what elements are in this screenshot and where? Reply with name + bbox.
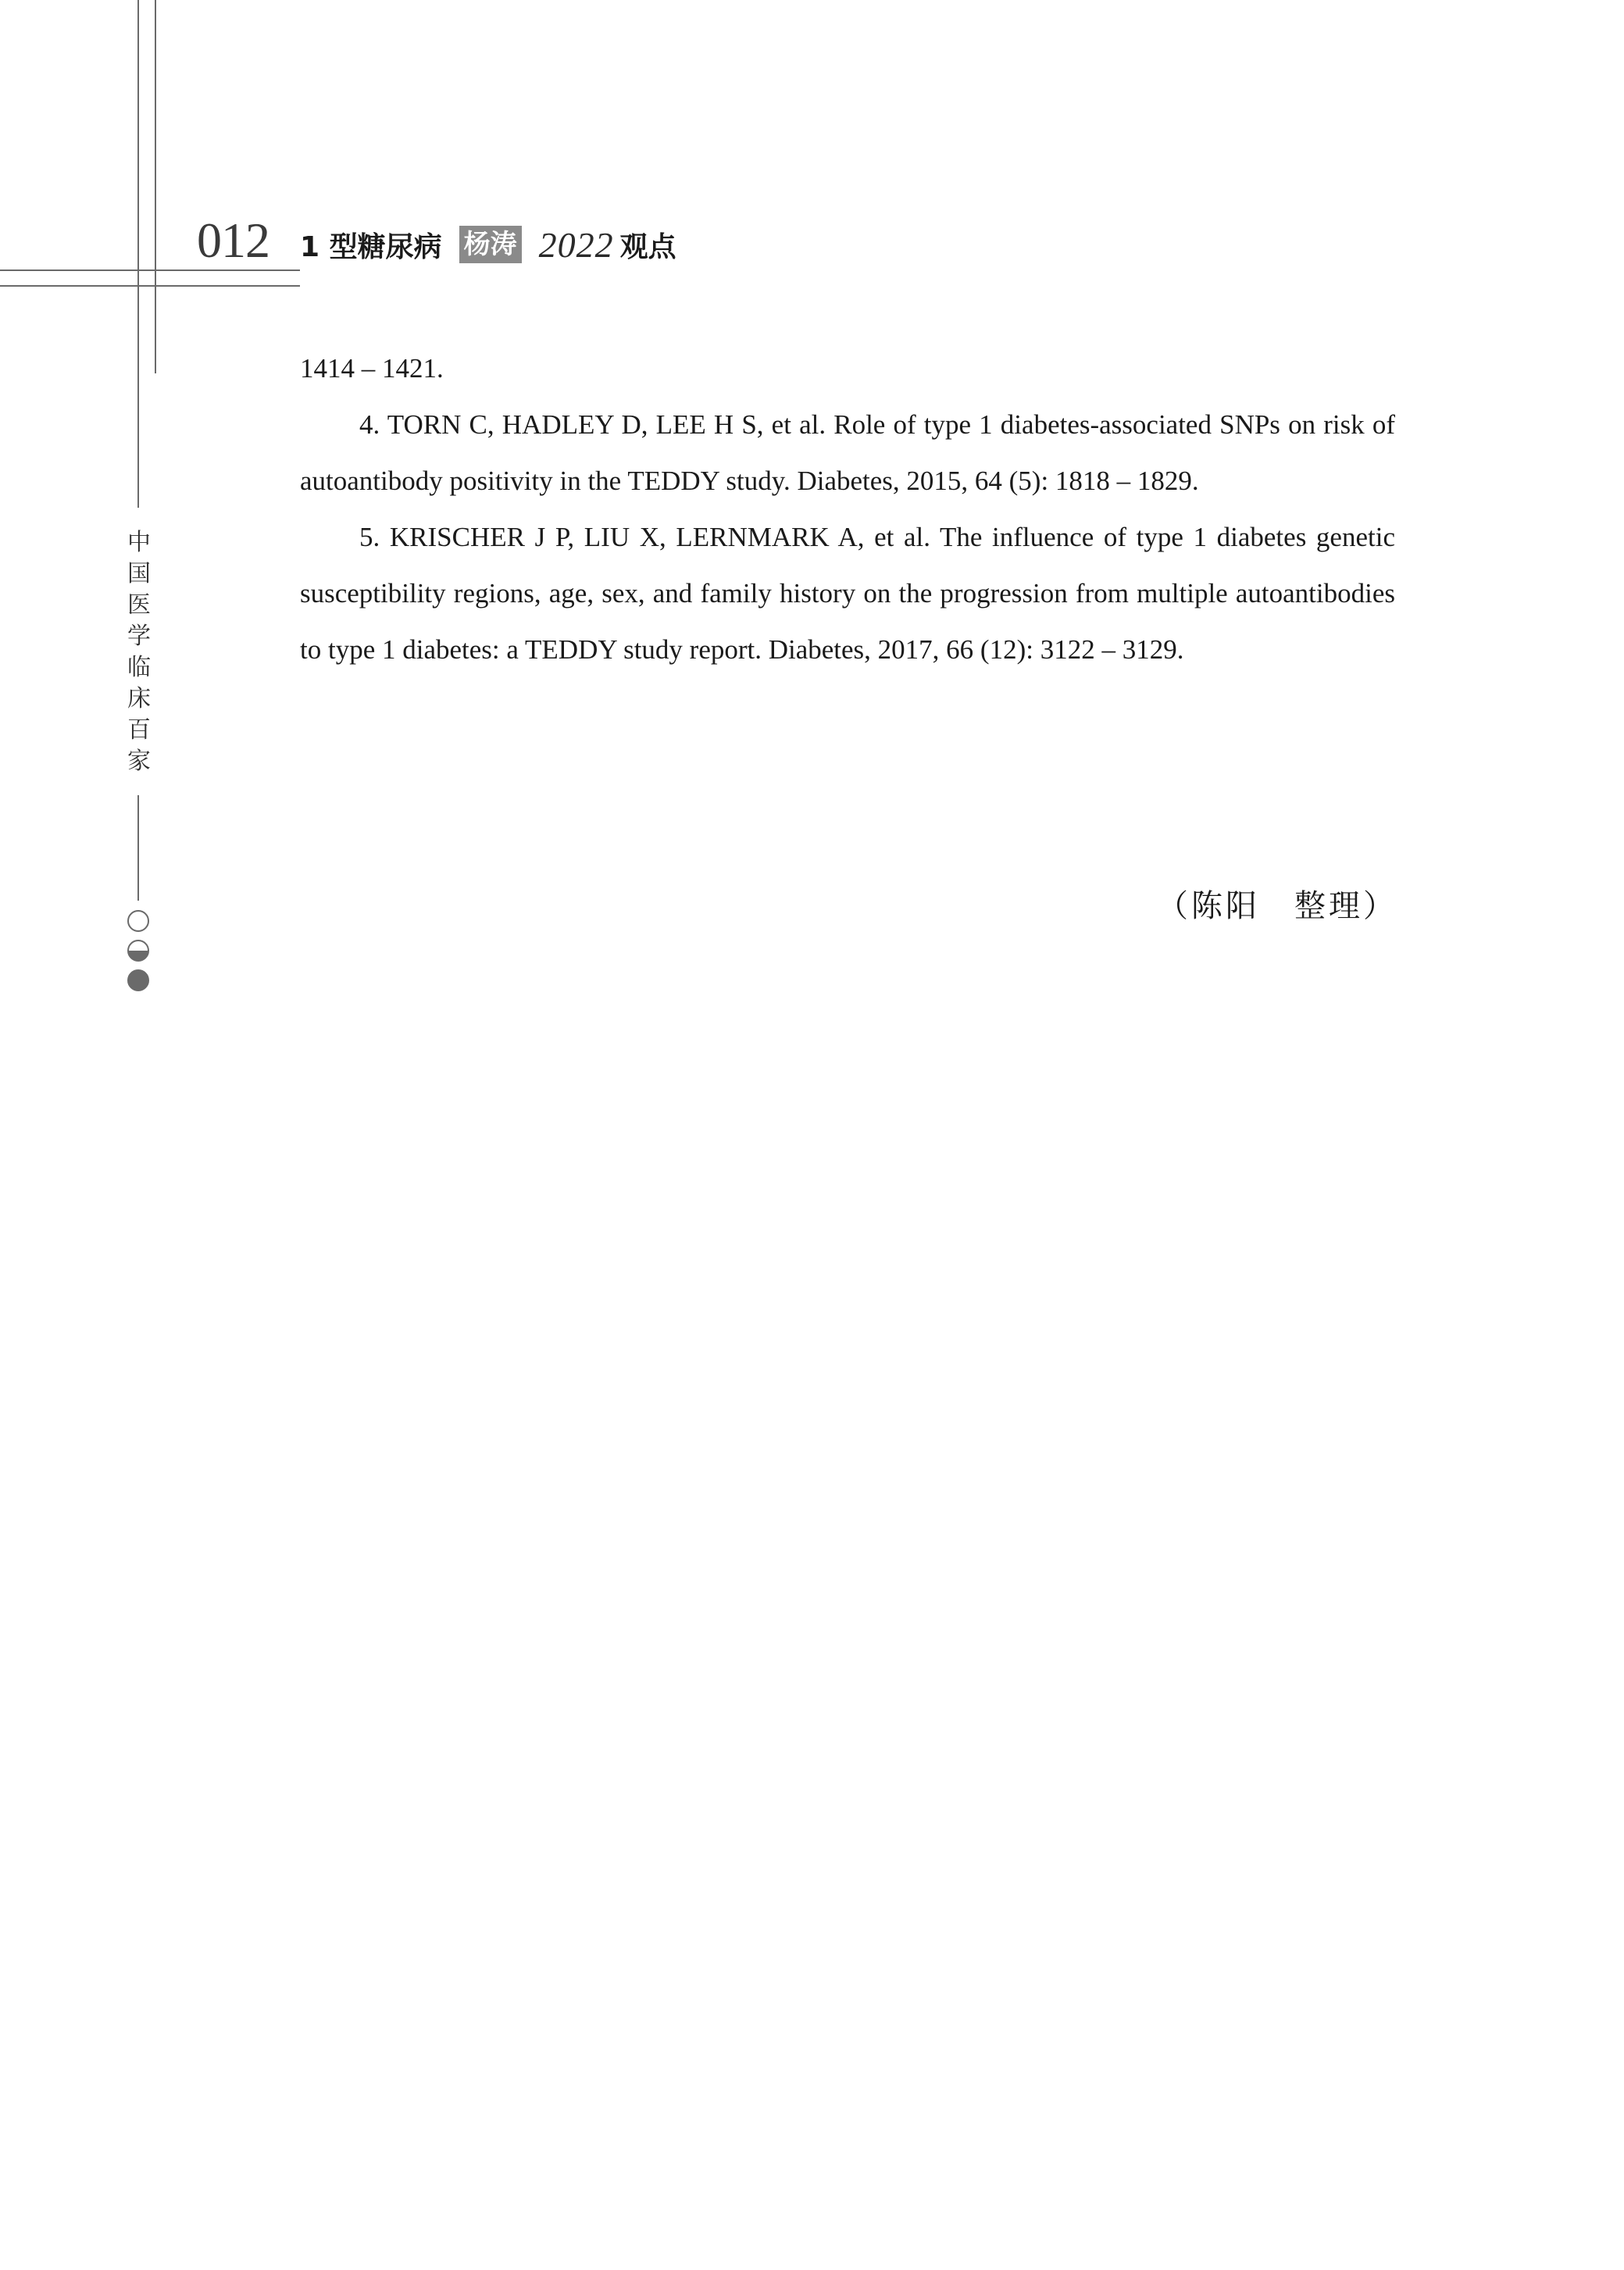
author-badge: 杨涛 bbox=[459, 226, 522, 263]
horizontal-rule-bottom bbox=[0, 285, 300, 287]
reference-item-5: 5. KRISCHER J P, LIU X, LERNMARK A, et al. The influence of type 1 diabetes genetic susceptibility regions, age, sex, and family history on the progression from multiple autoantibodies to type 1 diabetes: a TEDDY study report. Diabetes, 2017, 66 (12): 3122 – 3129. bbox=[300, 522, 1395, 665]
filled-circle-icon bbox=[127, 969, 149, 991]
reference-item-4: 4. TORN C, HADLEY D, LEE H S, et al. Role of type 1 diabetes-associated SNPs on risk of autoantibody positivity in the TEDDY study. Diabetes, 2015, 64 (5): 1818 – 1829. bbox=[300, 409, 1395, 496]
header-year: 2022 bbox=[538, 224, 614, 265]
sidebar-rule-lower bbox=[137, 795, 139, 901]
running-header bbox=[300, 221, 676, 268]
reference-continuation: 1414 – 1421. bbox=[300, 353, 444, 384]
half-circle-icon bbox=[127, 940, 149, 962]
book-title: 1 型糖尿病 bbox=[300, 230, 442, 263]
series-label: 中国医学临床百家 bbox=[127, 529, 151, 775]
page-number: 012 bbox=[197, 212, 269, 268]
empty-circle-icon bbox=[127, 910, 149, 932]
reference-list bbox=[300, 341, 1395, 678]
vertical-rule-right bbox=[155, 0, 156, 373]
vertical-rule-left bbox=[137, 0, 139, 508]
header-suffix: 观点 bbox=[619, 230, 676, 263]
editor-note: （陈阳 整理） bbox=[1157, 888, 1397, 924]
